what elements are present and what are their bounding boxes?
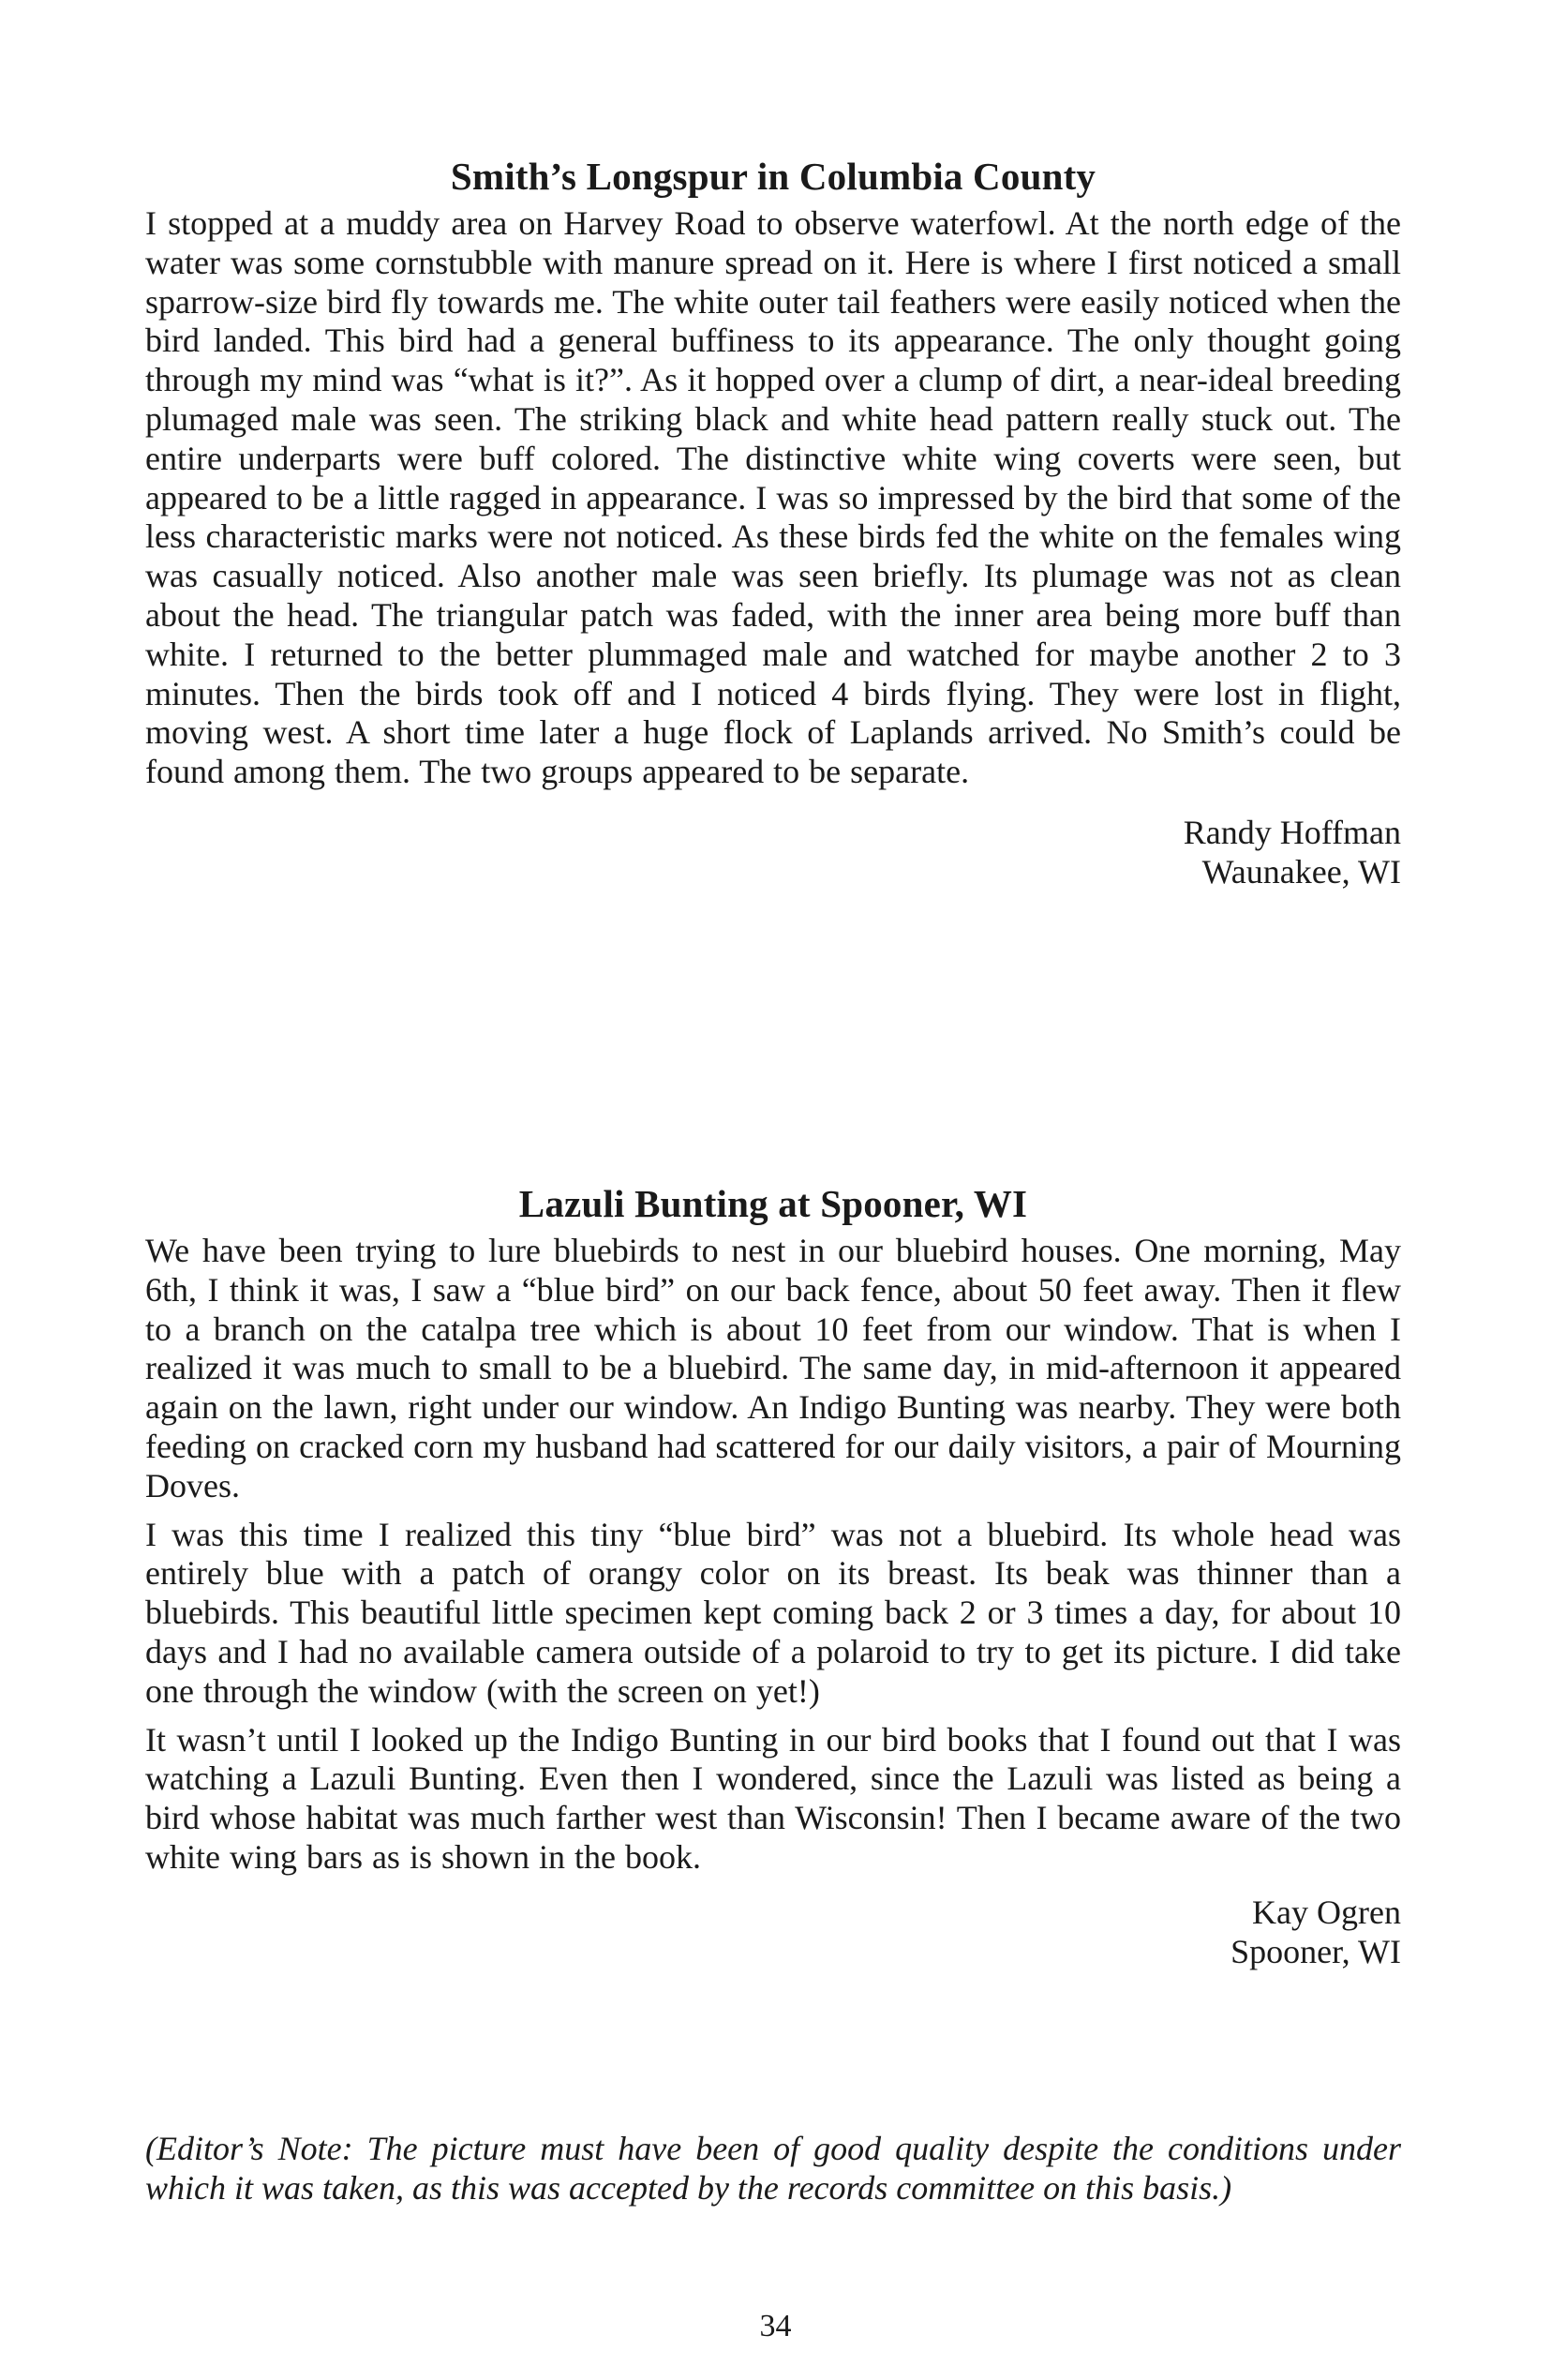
author-location: Waunakee, WI	[1201, 852, 1401, 891]
editor-note: (Editor’s Note: The picture must have been of good quality despite the conditions under which it was taken, as this was accepted by the records committee on this basis.)	[145, 2130, 1401, 2207]
article-smiths-longspur	[145, 156, 1401, 891]
article-paragraph: We have been trying to lure bluebirds to nest in our bluebird houses. One morning, May 6th, I think it was, I saw a “blue bird” on our back fence, about 50 feet away. Then it flew to a branch on the catalpa tree which is about 10 feet from our window. That is when I realized it was much to small to be a bluebird. The same day, in mid-afternoon it appeared again on the lawn, right under our window. An Indigo Bunting was nearby. They were both feeding on cracked corn my husband had scattered for our daily visitors, a pair of Mourning Doves.	[145, 1232, 1401, 1504]
article-paragraph: I stopped at a muddy area on Harvey Road to observe waterfowl. At the north edge of the water was some cornstubble with manure spread on it. Here is where I first noticed a small sparrow-size bird fly towards me. The white outer tail feathers were easily noticed when the bird landed. This bird had a general buffiness to its appearance. The only thought going through my mind was “what is it?”. As it hopped over a clump of dirt, a near-ideal breeding plumaged male was seen. The striking black and white head pattern really stuck out. The entire underparts were buff colored. The distinctive white wing coverts were seen, but appeared to be a little ragged in appearance. I was so impressed by the bird that some of the less characteristic marks were not noticed. As these birds fed the white on the females wing was casually noticed. Also another male was seen briefly. Its plumage was not as clean about the head. The triangular patch was faded, with the inner area being more buff than white. I returned to the better plummaged male and watched for maybe another 2 to 3 minutes. Then the birds took off and I noticed 4 birds flying. They were lost in flight, moving west. A short time later a huge flock of Laplands arrived. No Smith’s could be found among them. The two groups appeared to be separate.	[145, 204, 1401, 791]
article-paragraph: It wasn’t until I looked up the Indigo Bunting in our bird books that I found out that I was watching a Lazuli Bunting. Even then I wondered, since the Lazuli was listed as being a bird whose habitat was much farther west than Wisconsin! Then I became aware of the two white wing bars as is shown in the book.	[145, 1720, 1401, 1876]
page-number: 34	[759, 2309, 792, 2343]
article-signature	[145, 1893, 1401, 1971]
author-location: Spooner, WI	[1230, 1932, 1401, 1970]
article-signature	[145, 813, 1401, 891]
article-title: Smith’s Longspur in Columbia County	[450, 155, 1096, 198]
article-lazuli-bunting	[145, 1183, 1401, 1971]
article-paragraph: I was this time I realized this tiny “blue bird” was not a bluebird. Its whole head was entirely blue with a patch of orangy color on its breast. Its beak was thinner than a bluebirds. This beautiful little specimen kept coming back 2 or 3 times a day, for about 10 days and I had no available camera outside of a polaroid to try to get its picture. I did take one through the window (with the screen on yet!)	[145, 1515, 1401, 1710]
author-name: Randy Hoffman	[1183, 813, 1401, 851]
article-title: Lazuli Bunting at Spooner, WI	[518, 1182, 1028, 1225]
author-name: Kay Ogren	[1252, 1893, 1401, 1931]
